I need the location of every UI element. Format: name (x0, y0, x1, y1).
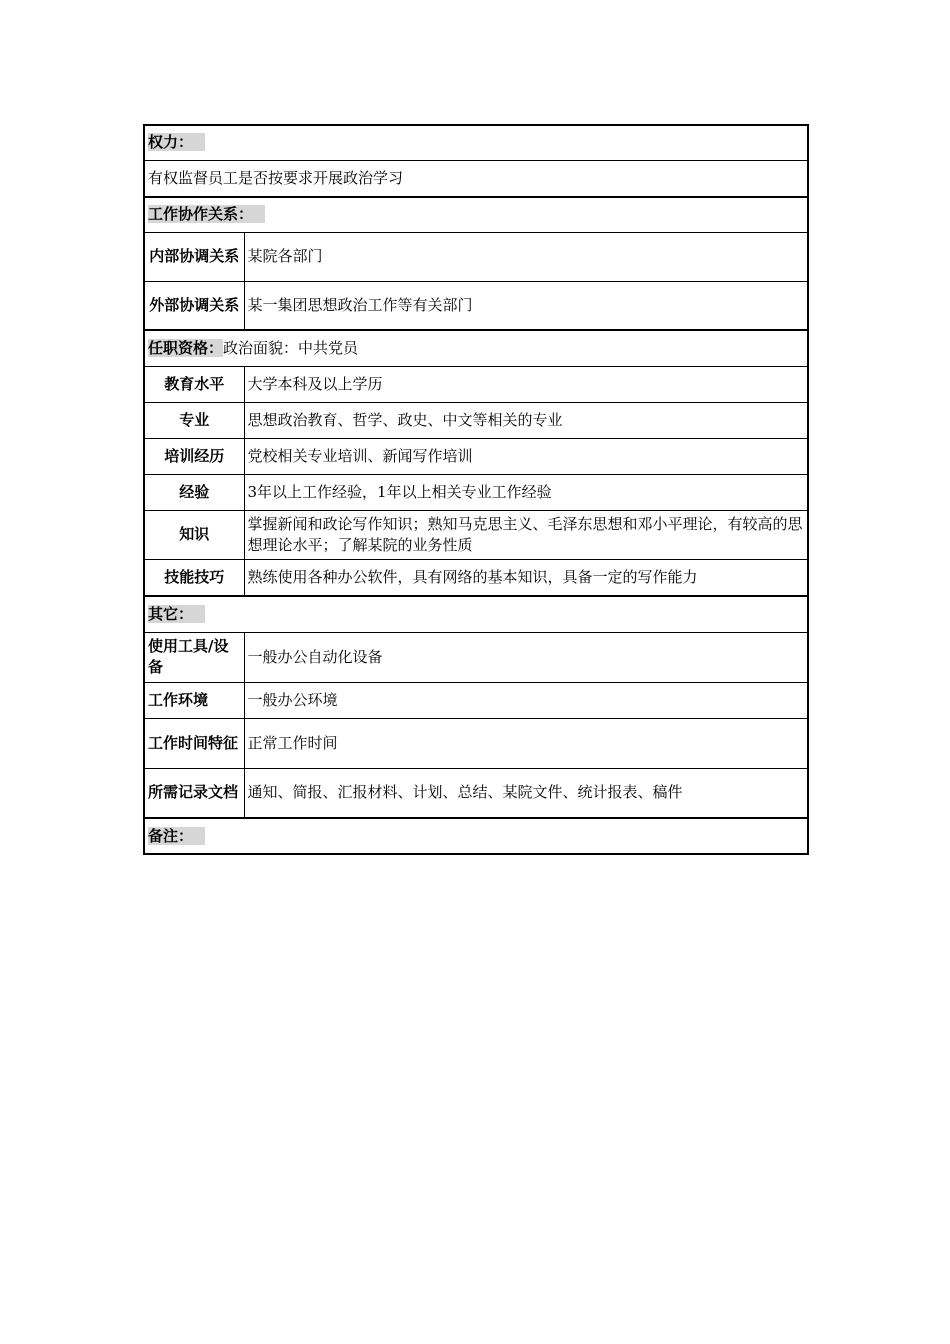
other-label: 所需记录文档 (144, 768, 244, 818)
power-heading: 权力： (148, 133, 205, 151)
qualification-row (144, 402, 808, 438)
other-row (144, 632, 808, 682)
cooperation-value: 某一集团思想政治工作等有关部门 (244, 281, 808, 330)
qualification-value: 掌握新闻和政论写作知识；熟知马克思主义、毛泽东思想和邓小平理论，有较高的思想理论水平；了解某院的业务性质 (244, 510, 808, 559)
power-heading-cell (144, 125, 808, 160)
qualification-value: 熟练使用各种办公软件，具有网络的基本知识，具备一定的写作能力 (244, 559, 808, 596)
remarks-heading: 备注： (148, 827, 205, 845)
job-description-table (143, 124, 807, 855)
qualification-heading: 任职资格： (148, 338, 224, 357)
power-text: 有权监督员工是否按要求开展政治学习 (144, 160, 808, 197)
cooperation-value: 某院各部门 (244, 232, 808, 281)
cooperation-header-row (144, 197, 808, 232)
qualification-row (144, 474, 808, 510)
qualification-row (144, 366, 808, 402)
power-text-row (144, 160, 808, 197)
cooperation-label: 内部协调关系 (144, 232, 244, 281)
qualification-value: 3年以上工作经验，1年以上相关专业工作经验 (244, 474, 808, 510)
job-table (143, 124, 809, 855)
other-label: 工作环境 (144, 682, 244, 718)
qualification-label: 经验 (144, 474, 244, 510)
qualification-heading-cell (144, 330, 808, 366)
qualification-value: 思想政治教育、哲学、政史、中文等相关的专业 (244, 402, 808, 438)
other-label: 工作时间特征 (144, 718, 244, 768)
other-row (144, 768, 808, 818)
other-value: 一般办公自动化设备 (244, 632, 808, 682)
political-status: 政治面貌：中共党员 (223, 338, 359, 357)
other-row (144, 682, 808, 718)
cooperation-label: 外部协调关系 (144, 281, 244, 330)
cooperation-row (144, 281, 808, 330)
power-header-row (144, 125, 808, 160)
qualification-row (144, 559, 808, 596)
qualification-label: 专业 (144, 402, 244, 438)
qualification-label: 培训经历 (144, 438, 244, 474)
other-heading-cell (144, 596, 808, 632)
qualification-value: 党校相关专业培训、新闻写作培训 (244, 438, 808, 474)
qualification-row (144, 438, 808, 474)
qualification-label: 教育水平 (144, 366, 244, 402)
other-heading: 其它： (148, 605, 205, 623)
remarks-row (144, 818, 808, 854)
other-header-row (144, 596, 808, 632)
cooperation-row (144, 232, 808, 281)
qualification-value: 大学本科及以上学历 (244, 366, 808, 402)
qualification-label: 技能技巧 (144, 559, 244, 596)
other-label: 使用工具/设备 (144, 632, 244, 682)
cooperation-heading-cell (144, 197, 808, 232)
qualification-header-row (144, 330, 808, 366)
qualification-label: 知识 (144, 510, 244, 559)
cooperation-heading: 工作协作关系： (148, 205, 265, 223)
other-value: 正常工作时间 (244, 718, 808, 768)
other-row (144, 718, 808, 768)
other-value: 一般办公环境 (244, 682, 808, 718)
remarks-heading-cell (144, 818, 808, 854)
other-value: 通知、简报、汇报材料、计划、总结、某院文件、统计报表、稿件 (244, 768, 808, 818)
qualification-row (144, 510, 808, 559)
